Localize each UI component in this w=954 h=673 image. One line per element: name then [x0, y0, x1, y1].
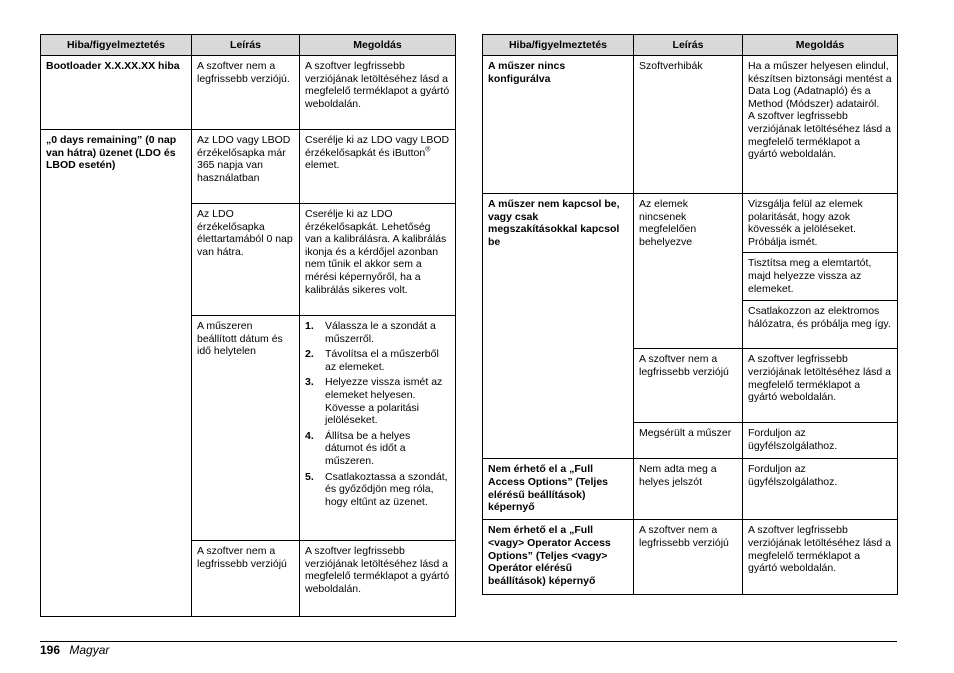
description-cell: Az LDO vagy LBOD érzékelősapka már 365 napja van használatban	[192, 130, 300, 204]
troubleshooting-table-left	[40, 34, 456, 617]
solution-cell: A szoftver legfrissebb verziójának letöltéséhez lásd a megfelelő terméklapot a gyártó weboldalán.	[743, 349, 898, 423]
solution-cell: Tisztítsa meg a elemtartót, majd helyezze vissza az elemeket.	[743, 253, 898, 301]
table-row	[483, 459, 898, 520]
column-header-solution: Megoldás	[300, 35, 456, 56]
error-cell: A műszer nem kapcsol be, vagy csak megszakításokkal kapcsol be	[483, 194, 634, 459]
footer-language: Magyar	[69, 643, 110, 657]
footer-rule	[40, 641, 897, 642]
description-cell: A műszeren beállított dátum és idő helytelen	[192, 316, 300, 541]
solution-cell: Csatlakozzon az elektromos hálózatra, és próbálja meg így.	[743, 301, 898, 349]
page-footer	[40, 644, 109, 657]
solution-text: Ha a műszer helyesen elindul, készítsen biztonsági mentést a Data Log (Adatnapló) és a Method (Módszer) adatairól.	[748, 60, 892, 110]
error-cell: „0 days remaining” (0 nap van hátra) üzenet (LDO és LBOD esetén)	[41, 130, 192, 617]
table-row	[483, 520, 898, 595]
table-row	[41, 56, 456, 130]
step-item: Állítsa be a helyes dátumot és időt a műszeren.	[325, 429, 411, 467]
description-cell: Az LDO érzékelősapka élettartamából 0 nap van hátra.	[192, 204, 300, 316]
step-item: Távolítsa el a műszerből az elemeket.	[325, 348, 439, 373]
steps-list	[305, 320, 450, 508]
description-cell: Megsérült a műszer	[634, 423, 743, 459]
description-cell: A szoftver nem a legfrissebb verziójú.	[192, 56, 300, 130]
description-cell: A szoftver nem a legfrissebb verziójú	[634, 520, 743, 595]
registered-mark: ®	[425, 146, 431, 154]
solution-cell: Vizsgálja felül az elemek polaritását, hogy azok kövessék a jelöléseket. Próbálja ismét.	[743, 194, 898, 253]
description-cell: Nem adta meg a helyes jelszót	[634, 459, 743, 520]
table-header-row	[41, 35, 456, 56]
description-cell: A szoftver nem a legfrissebb verziójú	[192, 541, 300, 617]
solution-text: elemet.	[305, 159, 340, 172]
solution-cell	[743, 56, 898, 194]
solution-cell: A szoftver legfrissebb verziójának letöltéséhez lásd a megfelelő terméklapot a gyártó weboldalán.	[743, 520, 898, 595]
solution-cell: Cserélje ki az LDO érzékelősapkát. Lehetőség van a kalibrálásra. A kalibrálás ikonja és a kérdőjel azonban nem tűnik el akkor sem a mérési képernyőről, ha a kalibrálás sikeres volt.	[300, 204, 456, 316]
column-header-error: Hiba/figyelmeztetés	[483, 35, 634, 56]
description-cell: A szoftver nem a legfrissebb verziójú	[634, 349, 743, 423]
step-item: Válassza le a szondát a műszerről.	[325, 320, 436, 345]
column-header-description: Leírás	[192, 35, 300, 56]
step-item: Helyezze vissza ismét az elemeket helyesen. Kövesse a polaritási jelöléseket.	[325, 376, 443, 427]
step-item: Csatlakoztassa a szondát, és győződjön meg róla, hogy eltűnt az üzenet.	[325, 470, 448, 508]
table-row	[483, 56, 898, 194]
solution-text: A szoftver legfrissebb verziójának letöltéséhez lásd a megfelelő terméklapot a gyártó weboldalán.	[748, 110, 892, 161]
table-row	[41, 130, 456, 204]
solution-text: Cserélje ki az LDO vagy LBOD érzékelősapkát és iButton	[305, 134, 450, 159]
column-header-solution: Megoldás	[743, 35, 898, 56]
description-cell: Az elemek nincsenek megfelelően behelyezve	[634, 194, 743, 349]
column-header-description: Leírás	[634, 35, 743, 56]
page-number: 196	[40, 643, 61, 657]
solution-cell: A szoftver legfrissebb verziójának letöltéséhez lásd a megfelelő terméklapot a gyártó weboldalán.	[300, 56, 456, 130]
description-cell: Szoftverhibák	[634, 56, 743, 194]
error-cell: Nem érhető el a „Full Access Options” (Teljes elérésű beállítások) képernyő	[483, 459, 634, 520]
solution-cell: Forduljon az ügyfélszolgálathoz.	[743, 423, 898, 459]
error-cell: Bootloader X.X.XX.XX hiba	[41, 56, 192, 130]
error-cell: A műszer nincs konfigurálva	[483, 56, 634, 194]
table-header-row	[483, 35, 898, 56]
solution-cell	[300, 316, 456, 541]
solution-cell: A szoftver legfrissebb verziójának letöltéséhez lásd a megfelelő terméklapot a gyártó weboldalán.	[300, 541, 456, 617]
solution-cell	[300, 130, 456, 204]
error-cell: Nem érhető el a „Full <vagy> Operator Access Options” (Teljes <vagy> Operátor elérésű beállítások) képernyő	[483, 520, 634, 595]
table-row	[483, 194, 898, 253]
solution-cell: Forduljon az ügyfélszolgálathoz.	[743, 459, 898, 520]
troubleshooting-table-right	[482, 34, 898, 595]
column-header-error: Hiba/figyelmeztetés	[41, 35, 192, 56]
